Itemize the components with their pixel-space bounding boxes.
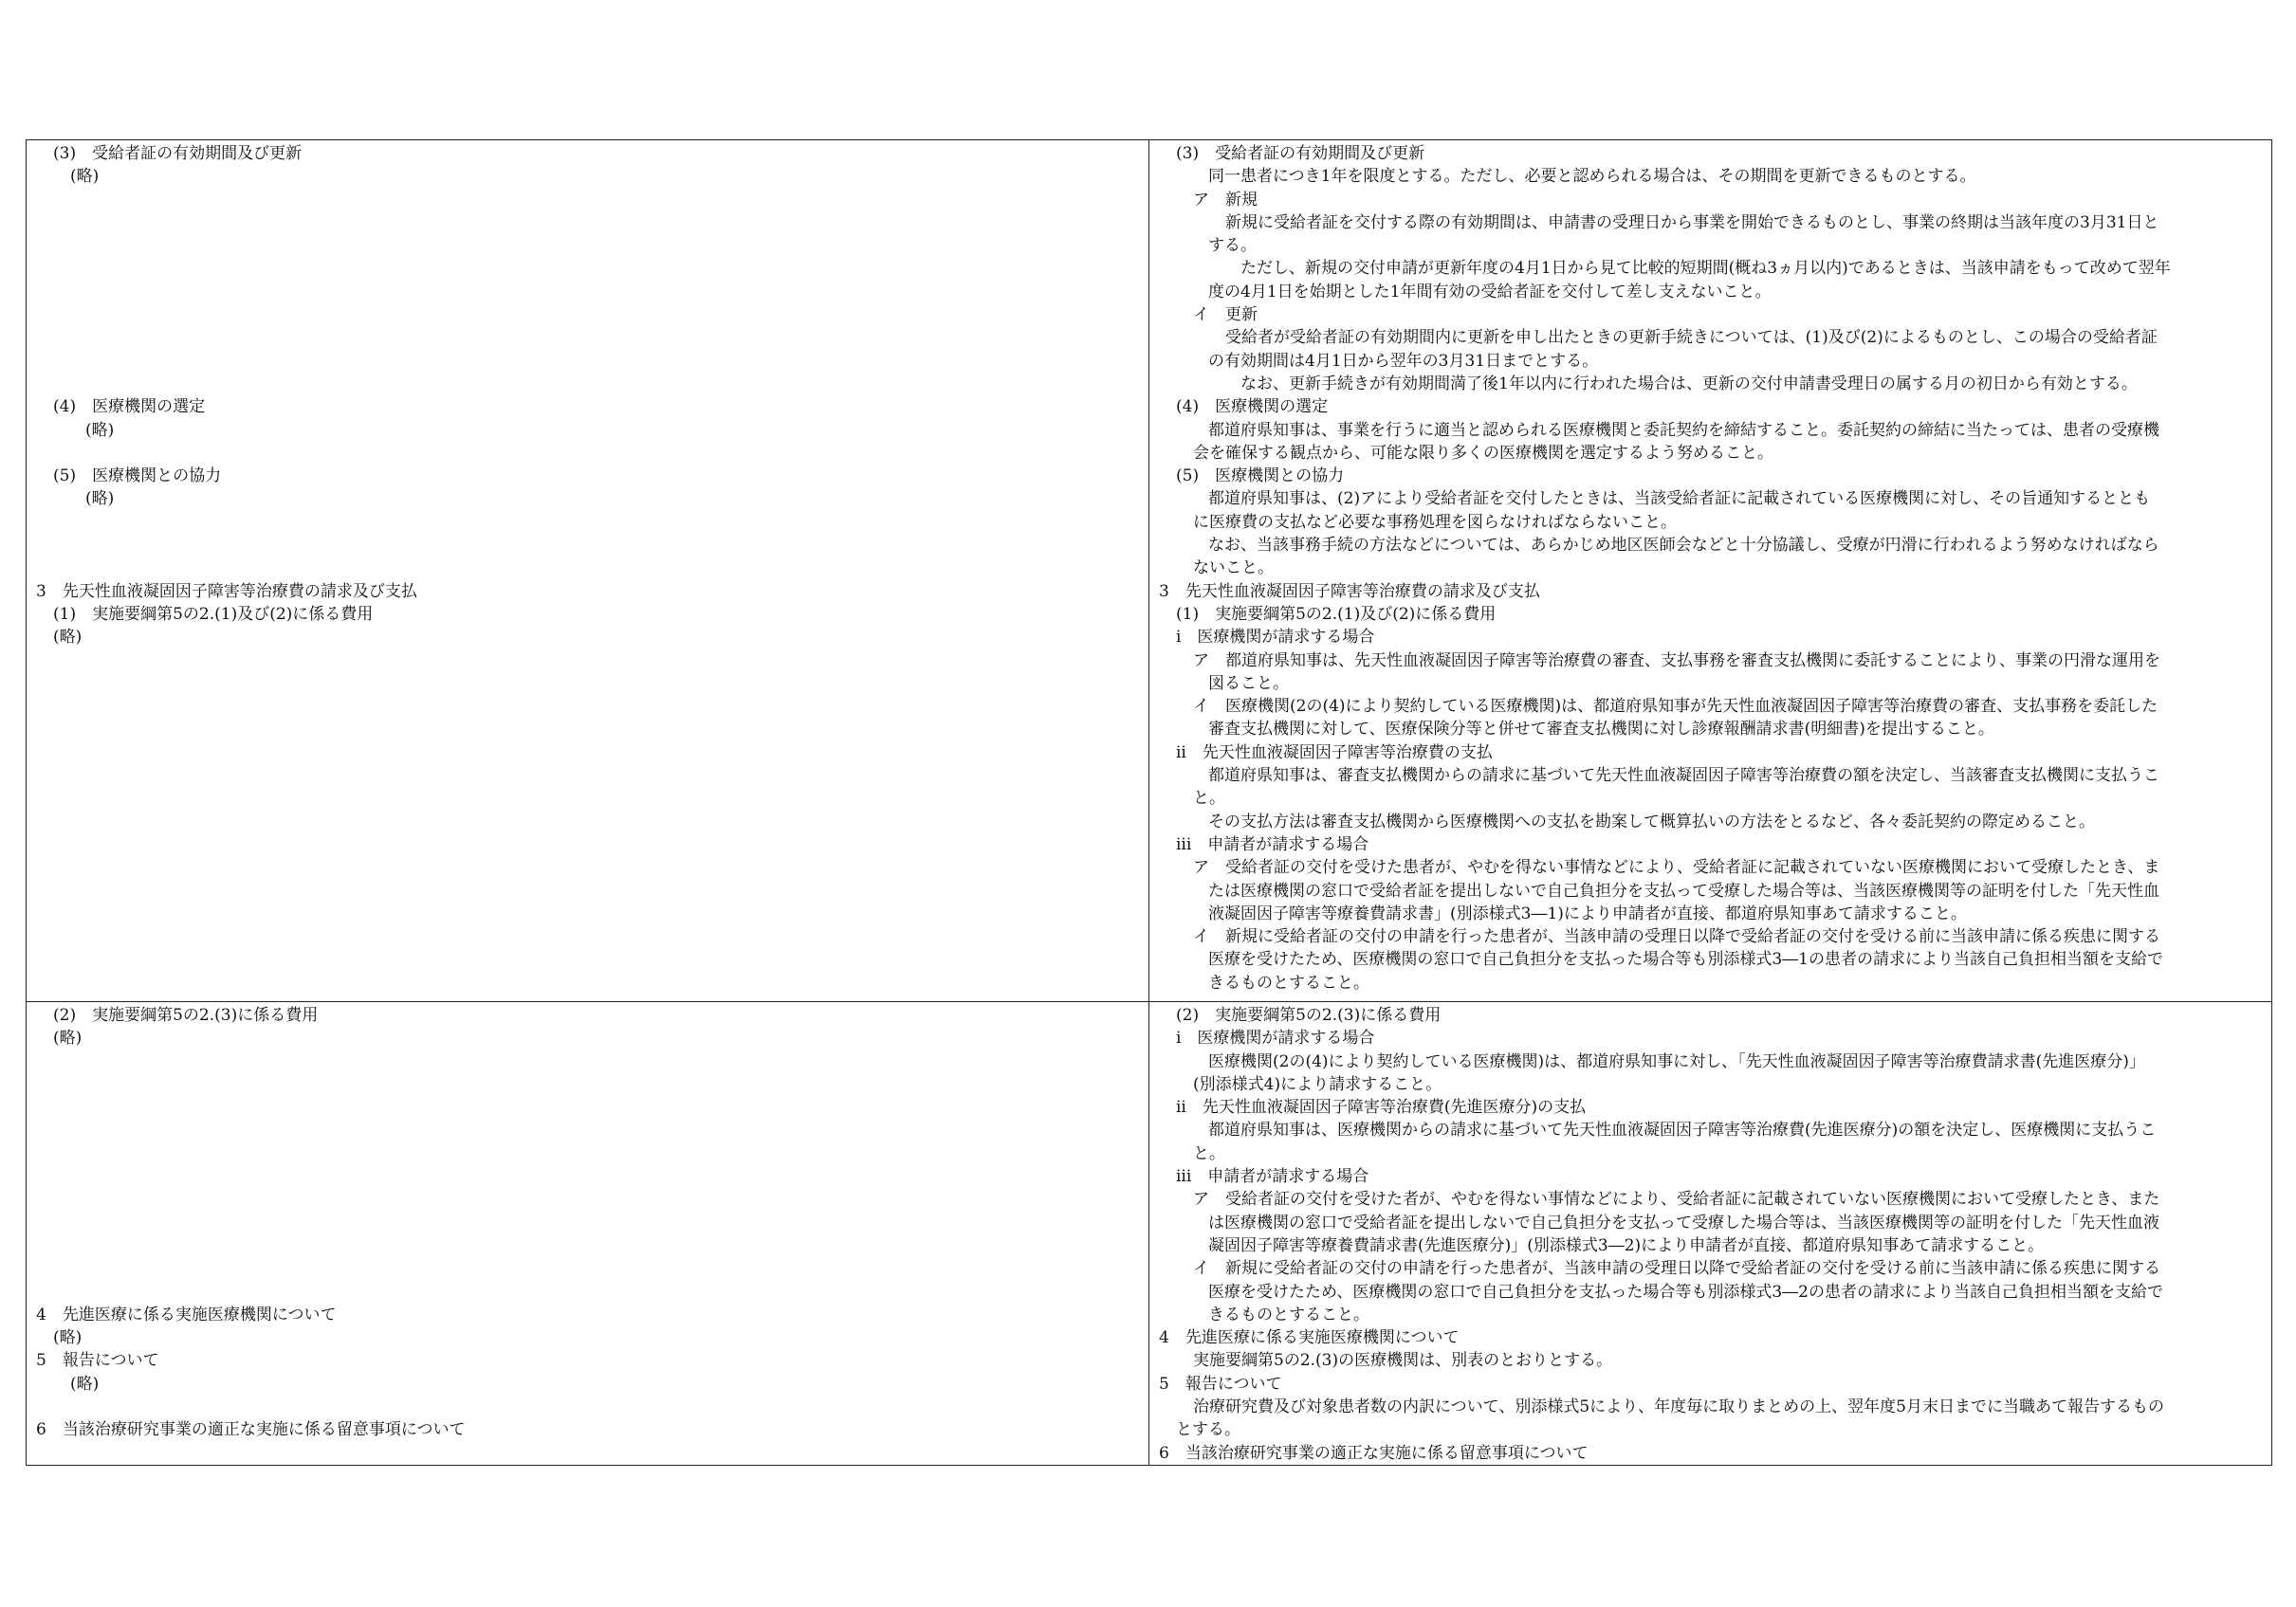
text-line: きるものとすること。 bbox=[1208, 1305, 1369, 1324]
text-line: (3) 受給者証の有効期間及び更新 bbox=[1176, 144, 1425, 163]
text-line: (5) 医療機関との協力 bbox=[53, 466, 222, 486]
text-line: 3 先天性血液凝固因子障害等治療費の請求及び支払 bbox=[1159, 581, 1540, 601]
text-line: i 医療機関が請求する場合 bbox=[1176, 628, 1375, 648]
text-line: (略) bbox=[70, 1374, 100, 1394]
text-line: 医療機関(2の(4)により契約している医療機関)は、都道府県知事に対し、「先天性血液凝固因子障害等治療費請求書(先進医療分)」 bbox=[1208, 1051, 2145, 1071]
text-line: ii 先天性血液凝固因子障害等治療費の支払 bbox=[1176, 742, 1493, 762]
blank-line bbox=[36, 234, 1141, 257]
text-line: なお、当該事務手続の方法などについては、あらかじめ地区医師会などと十分協議し、受療が円滑に行われるよう努めなければなら bbox=[1208, 536, 2159, 556]
blank-line bbox=[36, 373, 1141, 395]
blank-line bbox=[36, 1050, 1141, 1073]
blank-line bbox=[36, 189, 1141, 211]
text-line: (別添様式4)により請求すること。 bbox=[1193, 1074, 1442, 1094]
text-line: イ 更新 bbox=[1193, 305, 1258, 325]
text-line: 実施要綱第5の2.(3)の医療機関は、別表のとおりとする。 bbox=[1193, 1351, 1613, 1371]
text-line: きるものとすること。 bbox=[1208, 973, 1369, 993]
text-line: イ 新規に受給者証の交付の申請を行った患者が、当該申請の受理日以降で受給者証の交付を受ける前に当該申請に係る疾患に関する bbox=[1193, 1259, 2160, 1279]
text-line: する。 bbox=[1208, 236, 1257, 256]
text-line: i 医療機関が請求する場合 bbox=[1176, 1029, 1375, 1049]
old-text-cell bbox=[27, 1002, 1149, 1466]
text-line: (略) bbox=[85, 420, 115, 440]
blank-line bbox=[36, 511, 1141, 534]
text-line: ア 受給者証の交付を受けた者が、やむを得ない事情などにより、受給者証に記載されていない医療機関において受療したとき、また bbox=[1193, 1190, 2160, 1210]
new-text-cell bbox=[1149, 1002, 2272, 1466]
text-line: の有効期間は4月1日から翌年の3月31日までとする。 bbox=[1208, 351, 1599, 371]
blank-line bbox=[36, 211, 1141, 234]
blank-line bbox=[36, 557, 1141, 579]
text-line: (略) bbox=[70, 167, 100, 187]
text-line: は医療機関の窓口で受給者証を提出しないで自己負担分を支払って受療した場合等は、当該医療機関等の証明を付した「先天性血液 bbox=[1208, 1213, 2159, 1233]
text-line: 会を確保する観点から、可能な限り多くの医療機関を選定するよう努めること。 bbox=[1193, 443, 1773, 463]
text-line: 4 先進医療に係る実施医療機関について bbox=[1159, 1328, 1460, 1348]
text-line: ないこと。 bbox=[1193, 558, 1274, 578]
text-line: 凝固因子障害等療養費請求書(先進医療分)」(別添様式3―2)により申請者が直接、都道府県知事あて請求すること。 bbox=[1208, 1235, 2045, 1255]
text-line: (略) bbox=[53, 628, 83, 648]
text-line: 治療研究費及び対象患者数の内訳について、別添様式5により、年度毎に取りまとめの上、翌年度5月末日までに当職あて報告するもの bbox=[1193, 1397, 2164, 1417]
table-row bbox=[27, 140, 2272, 1002]
blank-line bbox=[36, 1142, 1141, 1165]
blank-line bbox=[36, 1396, 1141, 1418]
text-line: (2) 実施要綱第5の2.(3)に係る費用 bbox=[53, 1006, 319, 1025]
comparison-table bbox=[26, 139, 2272, 1466]
text-line: 6 当該治療研究事業の適正な実施に係る留意事項について bbox=[1159, 1443, 1589, 1463]
text-line: (略) bbox=[85, 489, 115, 509]
blank-line bbox=[36, 1073, 1141, 1096]
blank-line bbox=[36, 1281, 1141, 1304]
blank-line bbox=[36, 326, 1141, 349]
text-line: ただし、新規の交付申請が更新年度の4月1日から見て比較的短期間(概ね3ヵ月以内)であるときは、当該申請をもって改めて翌年 bbox=[1240, 259, 2171, 279]
old-text-cell bbox=[27, 140, 1149, 1002]
text-line: (5) 医療機関との協力 bbox=[1176, 466, 1345, 486]
text-line: 5 報告について bbox=[1159, 1374, 1282, 1394]
blank-line bbox=[36, 1212, 1141, 1234]
text-line: (4) 医療機関の選定 bbox=[1176, 397, 1329, 417]
text-line: と。 bbox=[1193, 1143, 1225, 1163]
text-line: (略) bbox=[53, 1029, 83, 1049]
text-line: iii 申請者が請求する場合 bbox=[1176, 1167, 1369, 1187]
text-line: イ 新規に受給者証の交付の申請を行った患者が、当該申請の受理日以降で受給者証の交付を受ける前に当該申請に係る疾患に関する bbox=[1193, 927, 2160, 947]
text-line: その支払方法は審査支払機関から医療機関への支払を勘案して概算払いの方法をとるなど、各々委託契約の際定めること。 bbox=[1208, 812, 2095, 831]
text-line: 受給者が受給者証の有効期間内に更新を申し出たときの更新手続きについては、(1)及び(2)によるものとし、この場合の受給者証 bbox=[1225, 328, 2158, 348]
text-line: 度の4月1日を始期とした1年間有効の受給者証を交付して差し支えないこと。 bbox=[1208, 282, 1772, 301]
text-line: に医療費の支払など必要な事務処理を図らなければならないこと。 bbox=[1193, 512, 1677, 532]
text-line: とする。 bbox=[1176, 1420, 1240, 1440]
text-line: ア 受給者証の交付を受けた患者が、やむを得ない事情などにより、受給者証に記載されていない医療機関において受療したとき、ま bbox=[1193, 858, 2160, 878]
text-line: (1) 実施要綱第5の2.(1)及び(2)に係る費用 bbox=[53, 604, 374, 624]
text-line: なお、更新手続きが有効期間満了後1年以内に行われた場合は、更新の交付申請書受理日の属する月の初日から有効とする。 bbox=[1240, 374, 2138, 393]
text-line: 都道府県知事は、事業を行うに適当と認められる医療機関と委託契約を締結すること。委託契約の締結に当たっては、患者の受療機 bbox=[1208, 420, 2159, 440]
text-line: と。 bbox=[1193, 789, 1225, 809]
text-line: ア 新規 bbox=[1193, 190, 1258, 210]
blank-line bbox=[36, 1257, 1141, 1280]
text-line: 都道府県知事は、審査支払機関からの請求に基づいて先天性血液凝固因子障害等治療費の額を決定し、当該審査支払機関に支払うこ bbox=[1208, 766, 2159, 786]
text-line: (1) 実施要綱第5の2.(1)及び(2)に係る費用 bbox=[1176, 604, 1497, 624]
text-line: イ 医療機関(2の(4)により契約している医療機関)は、都道府県知事が先天性血液凝固因子障害等治療費の審査、支払事務を委託した bbox=[1193, 697, 2158, 717]
blank-line bbox=[36, 1119, 1141, 1141]
text-line: 4 先進医療に係る実施医療機関について bbox=[36, 1305, 337, 1324]
text-line: 液凝固因子障害等療養費請求書」(別添様式3―1)により申請者が直接、都道府県知事あて請求すること。 bbox=[1208, 904, 1967, 923]
text-line: ii 先天性血液凝固因子障害等治療費(先進医療分)の支払 bbox=[1176, 1098, 1587, 1118]
text-line: 都道府県知事は、医療機関からの請求に基づいて先天性血液凝固因子障害等治療費(先進医療分)の額を決定し、医療機関に支払うこ bbox=[1208, 1121, 2157, 1141]
blank-line bbox=[36, 303, 1141, 326]
text-line: 医療を受けたため、医療機関の窓口で自己負担分を支払った場合等も別添様式3―2の患者の請求により当該自己負担相当額を支給で bbox=[1208, 1282, 2163, 1302]
text-line: 6 当該治療研究事業の適正な実施に係る留意事項について bbox=[36, 1420, 466, 1440]
text-line: (2) 実施要綱第5の2.(3)に係る費用 bbox=[1176, 1006, 1442, 1025]
blank-line bbox=[36, 534, 1141, 557]
text-line: ア 都道府県知事は、先天性血液凝固因子障害等治療費の審査、支払事務を審査支払機関に委託することにより、事業の円滑な運用を bbox=[1193, 650, 2160, 670]
text-line: 新規に受給者証を交付する際の有効期間は、申請書の受理日から事業を開始できるものとし、事業の終期は当該年度の3月31日と bbox=[1225, 212, 2159, 232]
text-line: たは医療機関の窓口で受給者証を提出しないで自己負担分を支払って受療した場合等は、当該医療機関等の証明を付した「先天性血 bbox=[1208, 881, 2159, 901]
text-line: (略) bbox=[53, 1328, 83, 1348]
new-text-cell bbox=[1149, 140, 2272, 1002]
text-line: 都道府県知事は、(2)アにより受給者証を交付したときは、当該受給者証に記載されている医療機関に対し、その旨通知するととも bbox=[1208, 489, 2151, 509]
blank-line bbox=[36, 1188, 1141, 1211]
blank-line bbox=[36, 350, 1141, 373]
blank-line bbox=[36, 442, 1141, 465]
blank-line bbox=[36, 281, 1141, 303]
blank-line bbox=[36, 257, 1141, 280]
blank-line bbox=[36, 1234, 1141, 1257]
text-line: 医療を受けたため、医療機関の窓口で自己負担分を支払った場合等も別添様式3―1の患者の請求により当該自己負担相当額を支給で bbox=[1208, 950, 2163, 970]
blank-line bbox=[36, 1165, 1141, 1188]
text-line: iii 申請者が請求する場合 bbox=[1176, 834, 1369, 854]
blank-line bbox=[36, 1096, 1141, 1119]
text-line: (4) 医療機関の選定 bbox=[53, 397, 206, 417]
text-line: 3 先天性血液凝固因子障害等治療費の請求及び支払 bbox=[36, 581, 417, 601]
text-line: 5 報告について bbox=[36, 1351, 159, 1371]
text-line: 審査支払機関に対して、医療保険分等と併せて審査支払機関に対し診療報酬請求書(明細書)を提出すること。 bbox=[1208, 720, 1994, 740]
table-row bbox=[27, 1002, 2272, 1466]
text-line: (3) 受給者証の有効期間及び更新 bbox=[53, 144, 303, 163]
text-line: 同一患者につき1年を限度とする。ただし、必要と認められる場合は、その期間を更新できるものとする。 bbox=[1208, 167, 1976, 187]
text-line: 図ること。 bbox=[1208, 673, 1289, 693]
